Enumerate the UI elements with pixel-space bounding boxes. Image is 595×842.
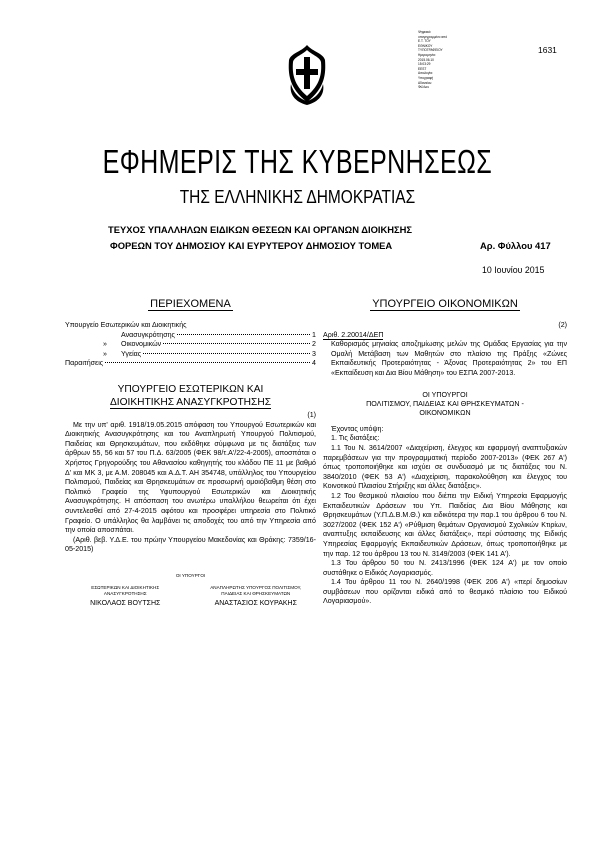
digital-signature-stamp	[418, 30, 478, 90]
consideration-item: 1.3 Του άρθρου 50 του Ν. 2413/1996 (ΦΕΚ 124 Α') με τον οποίο συστάθηκε ο Ειδικός Λογαριασμός.	[323, 559, 567, 577]
consideration-item: 1.1 Του Ν. 3614/2007 «Διαχείριση, έλεγχος και εφαρμογή αναπτυξιακών παρεμβάσεων για την προγραμματική περίοδο 2007-2013» (ΦΕΚ 267 Α') όπως τροποποιήθηκε και ισχύει σε συνδυασμό με τις διατάξεις του Ν. 3840/2010 (ΦΕΚ 53 Α') «Διαχείριση, παρακολούθηση και έλεγχος του Κοινοτικού Πλαισίου Στήριξης και άλλες διατάξεις».	[323, 443, 567, 491]
ministry-heading: ΥΠΟΥΡΓΕΙΟ ΟΙΚΟΝΟΜΙΚΩΝ	[372, 298, 518, 310]
consideration-item: 1.4 Του άρθρου 11 του Ν. 2640/1998 (ΦΕΚ 206 Α') «περί δημοσίων συμβάσεων που ορίζονται ειδικά από το θεσμικό πλαίσιο του Ειδικού Λογαριασμού».	[323, 578, 567, 606]
decision-summary: Καθορισμός μηνιαίας αποζημίωσης μελών της Ομάδας Εργασίας για την Ομαλή Μετάβαση των Μαθητών στο πλαίσιο της Πράξης «Ζώνες Εκπαιδευτικής Προτεραιότητας - Άξονας Προτεραιότητας 2» του ΕΠ «Εκπαίδευση και Δια Βίου Μάθηση» του ΕΣΠΑ 2007-2013.	[331, 340, 567, 377]
left-column	[65, 298, 316, 609]
toc-entry-line1: Υπουργείο Εσωτερικών και Διοικητικής	[65, 321, 187, 329]
stamp-line: Ε.Τ. ΤΟΥ	[418, 39, 431, 44]
decision-reference: (Αριθ. βεβ. Υ.Δ.Ε. του πρώην Υπουργείου Μακεδονίας και Θράκης: 7359/16-05-2015)	[65, 535, 316, 554]
signatures-title: ΟΙ ΥΠΟΥΡΓΟΙ	[175, 572, 206, 578]
toc-leader	[143, 353, 310, 354]
right-column	[323, 298, 567, 607]
stamp-line: 15:03:29	[418, 62, 431, 67]
toc-entry[interactable]: » Υγείας 3	[103, 349, 316, 358]
decision-authority-heading: ΟΙ ΥΠΟΥΡΓΟΙ ΠΟΛΙΤΙΣΜΟΥ, ΠΑΙΔΕΙΑΣ ΚΑΙ ΘΡΗΣΚΕΥΜΑΤΩΝ - ΟΙΚΟΝΟΜΙΚΩΝ	[366, 390, 524, 418]
greek-coat-of-arms-icon	[287, 44, 327, 106]
toc-leader	[105, 362, 310, 363]
signature-right: ΑΝΑΠΛΗΡΩΤΗΣ ΥΠΟΥΡΓΟΣ ΠΟΛΙΤΙΣΜΟΥ, ΠΑΙΔΕΙΑΣ ΚΑΙ ΘΡΗΣΚΕΥΜΑΤΩΝ ΑΝΑΣΤΑΣΙΟΣ ΚΟΥΡΑΚΗΣ	[196, 585, 316, 609]
issue-date: 10 Ιουνίου 2015	[482, 265, 545, 275]
contents-heading: ΠΕΡΙΕΧΟΜΕΝΑ	[150, 298, 231, 310]
issue-type-line1: ΤΕΥΧΟΣ ΥΠΑΛΛΗΛΩΝ ΕΙΔΙΚΩΝ ΘΕΣΕΩΝ ΚΑΙ ΟΡΓΑΝΩΝ ΔΙΟΙΚΗΣΗΣ	[108, 224, 413, 235]
toc-entry[interactable]: » Οικονομικών 2	[103, 340, 316, 349]
stamp-line: υπογεγραμμένο από	[418, 34, 448, 39]
stamp-line: Ψηφιακά	[418, 30, 431, 34]
issue-type-line2: ΦΟΡΕΩΝ ΤΟΥ ΔΗΜΟΣΙΟΥ ΚΑΙ ΕΥΡΥΤΕΡΟΥ ΔΗΜΟΣΙΟΥ ΤΟΜΕΑ	[110, 240, 393, 251]
signature-left: ΕΣΩΤΕΡΙΚΩΝ ΚΑΙ ΔΙΟΙΚΗΤΙΚΗΣ ΑΝΑΣΥΓΚΡΟΤΗΣΗΣ ΝΙΚΟΛΑΟΣ ΒΟΥΤΣΗΣ	[65, 585, 185, 609]
signatory-name: ΝΙΚΟΛΑΟΣ ΒΟΥΤΣΗΣ	[90, 599, 161, 607]
decision-body: Με την υπ' αριθ. 1918/19.05.2015 απόφαση του Υπουργού Εσωτερικών και Διοικητικής Ανασυγκρότησης και του Αναπληρωτή Υπουργού Πολιτισμού, Παιδείας και Θρησκευμάτων, που εκδόθηκε σύμφωνα με τις διατάξεις των άρθρων 55, 56 και 57 του Π.Δ. 63/2005 (ΦΕΚ 98/τ.Α'/22-4-2005), αποσπάται ο Χρήστος Γρηγορούδης του Αθανασίου καθηγητής του κλάδου ΠΕ 11 με βαθμό Δ' και ΜΚ 3, με Α.Μ. 208045 και Α.Δ.Τ. ΑΗ 354748, υπάλληλος του Υπουργείου Πολιτισμού, Παιδείας και Θρησκευμάτων σε προσωρινή ομοιόβαθμη θέση στο Πολιτικό Γραφείο της Υφυπουργού Εσωτερικών και Διοικητικής Ανασυγκρότησης. Η απόσπαση του ανωτέρω υπαλλήλου θεωρείται ότι έχει συντελεσθεί από 27-4-2015 αφότου και προσφέρει υπηρεσία στο Πολιτικό Γραφείο. Ο υπάλληλος θα λαμβάνει τις αποδοχές του από την Υπηρεσία από την οποία αποσπάται.	[65, 420, 316, 535]
stamp-line: Υπογραφή	[418, 75, 434, 80]
decision-number: (2)	[558, 321, 567, 329]
stamp-line: EEST	[418, 66, 427, 71]
toc-leader	[177, 334, 310, 335]
consideration-item: 1.2 Του θεσμικού πλαισίου που διέπει την Ειδική Υπηρεσία Εφαρμογής Εκπαιδευτικών Δράσεων του Υπ. Παιδείας Δια Βίου Μάθησης και Θρησκευμάτων (Υ.Π.Δ.Β.Μ.Θ.) και ειδικότερα την παρ.1 του άρθρου 6 του Ν. 3027/2002 (ΦΕΚ 152 Α') «Ρύθμιση θεμάτων Οργανισμού Σχολικών Κτιρίων, αναπτυξης εκπαίδευσης και άλλες διατάξεις», περί σύστασης της Ειδικής Υπηρεσίας Εφαρμογής Εκπαιδευτικών Δράσεων, όπως τροποποιήθηκε με την παρ. 12 του άρθρου 13 του Ν. 3149/2003 (ΦΕΚ 141 Α').	[323, 491, 567, 558]
stamp-line: Αδαναίου	[418, 80, 432, 85]
considerations-intro: Έχοντας υπόψη:	[331, 424, 384, 433]
stamp-line: Ημερομηνία:	[418, 52, 436, 57]
gazette-title: ΕΦΗΜΕΡΙΣ ΤΗΣ ΚΥΒΕΡΝΗΣΕΩΣ	[102, 143, 493, 180]
stamp-line: ΤΥΠΟΓΡΑΦΕΙΟΥ	[418, 48, 443, 53]
page-number: 1631	[538, 45, 557, 55]
decision-number: (1)	[307, 410, 316, 419]
signatory-name: ΑΝΑΣΤΑΣΙΟΣ ΚΟΥΡΑΚΗΣ	[214, 599, 297, 607]
stamp-line: 2015.06.10	[418, 57, 434, 62]
stamp-line: Αιτιολογία:	[418, 71, 433, 76]
signature-block	[65, 573, 316, 609]
decision-ref: Αριθ. 2.20014/ΔΕΠ	[323, 330, 384, 339]
gazette-subtitle: ΤΗΣ ΕΛΛΗΝΙΚΗΣ ΔΗΜΟΚΡΑΤΙΑΣ	[179, 187, 416, 207]
stamp-line: ΕΘΝΙΚΟΥ	[418, 43, 433, 48]
sheet-number: Αρ. Φύλλου 417	[480, 240, 551, 251]
toc-entry[interactable]: Ανασυγκρότησης 1	[121, 330, 316, 339]
consideration-item: 1. Τις διατάξεις:	[331, 434, 380, 443]
ministry-heading: ΥΠΟΥΡΓΕΙΟ ΕΣΩΤΕΡΙΚΩΝ ΚΑΙ ΔΙΟΙΚΗΤΙΚΗΣ ΑΝΑΣΥΓΚΡΟΤΗΣΗΣ	[109, 383, 271, 408]
toc-leader	[163, 343, 310, 344]
stamp-line: Φύλλου	[418, 85, 429, 90]
toc-entry[interactable]: Παραιτήσεις 4	[65, 359, 316, 368]
